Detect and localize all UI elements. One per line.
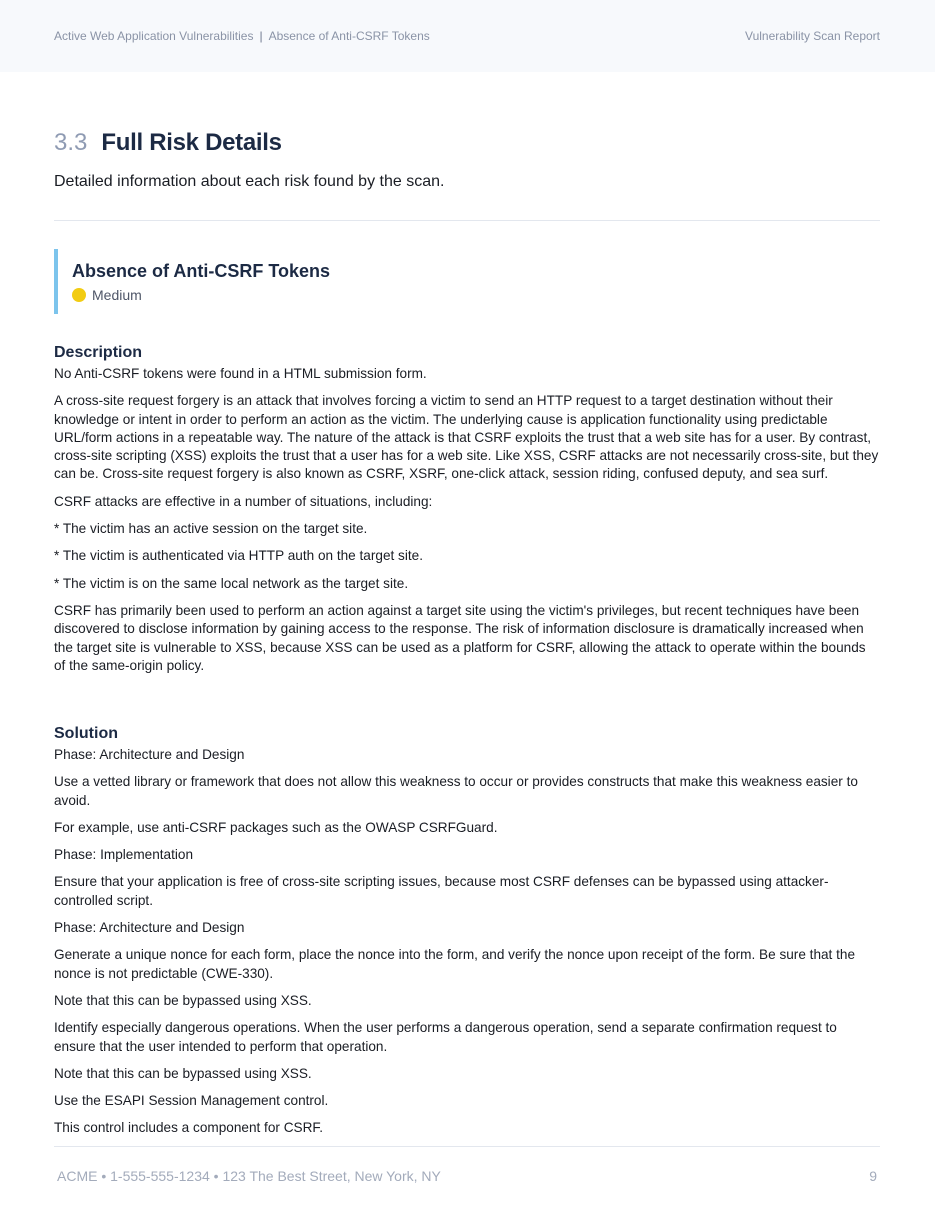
solution-paragraph: Ensure that your application is free of cross-site scripting issues, because most CSRF defenses can be bypassed using attacker-controlled script. [54,874,829,908]
section-description: Detailed information about each risk found by the scan. [54,173,445,190]
header-report-title: Vulnerability Scan Report [745,29,880,43]
footer-contact: ACME • 1-555-555-1234 • 123 The Best Street, New York, NY [57,1168,441,1184]
solution-paragraph: Use a vetted library or framework that does not allow this weakness to occur or provides constructs that make this weakness easier to avoid. [54,774,858,808]
severity-dot-icon [72,288,86,302]
solution-paragraph: For example, use anti-CSRF packages such as the OWASP CSRFGuard. [54,819,498,835]
description-bullet: * The victim has an active session on the target site. [54,521,368,537]
description-block [54,343,880,684]
description-paragraph: CSRF has primarily been used to perform an action against a target site using the victim's privileges, but recent techniques have been discovered to disclose information by gaining access to the response. The risk of information disclosure is dramatically increased when the target site is vulnerable to XSS, because XSS can be used as a platform for CSRF, allowing the attack to operate within the bounds of the same-origin policy. [54,602,866,673]
solution-paragraph: Note that this can be bypassed using XSS. [54,1065,312,1081]
description-bullet: * The victim is authenticated via HTTP auth on the target site. [54,548,423,564]
section-title [54,128,282,158]
severity-label: Medium [92,287,142,303]
solution-heading: Solution [54,725,118,742]
risk-card [54,249,458,314]
solution-paragraph: Phase: Implementation [54,847,194,863]
header-breadcrumb [54,29,430,43]
description-paragraph: No Anti-CSRF tokens were found in a HTML submission form. [54,366,427,381]
solution-paragraph: This control includes a component for CSRF. [54,1120,323,1136]
description-paragraph: A cross-site request forgery is an attack that involves forcing a victim to send an HTTP request to a target destination without their knowledge or intent in order to perform an action as the victim. The underlying cause is application functionality using predictable URL/form actions in a repeatable way. The nature of the attack is that CSRF exploits the trust that a web site has for a user. By contrast, cross-site scripting (XSS) exploits the trust that a user has for a web site. Like XSS, CSRF attacks are not necessarily cross-site, but they can be. Cross-site request forgery is also known as CSRF, XSRF, one-click attack, session riding, confused deputy, and sea surf. [54,393,879,482]
header-category: Active Web Application Vulnerabilities [54,29,254,43]
solution-paragraph: Use the ESAPI Session Management control. [54,1093,329,1109]
risk-title: Absence of Anti-CSRF Tokens [72,261,331,281]
description-paragraph: CSRF attacks are effective in a number of situations, including: [54,493,433,509]
section-divider [54,220,880,221]
section-name: Full Risk Details [101,129,282,156]
solution-paragraph: Generate a unique nonce for each form, place the nonce into the form, and verify the nonce upon receipt of the form. Be sure that the nonce is not predictable (CWE-330). [54,947,856,981]
risk-severity [72,287,142,303]
solution-paragraph: Phase: Architecture and Design [54,920,245,936]
solution-paragraph: Identify especially dangerous operations. When the user performs a dangerous operation, send a separate confirmation request to ensure that the user intended to perform that operation. [54,1020,837,1054]
solution-paragraph: Phase: Architecture and Design [54,747,245,762]
description-bullet: * The victim is on the same local network as the target site. [54,575,409,591]
page-number: 9 [869,1168,877,1184]
solution-paragraph: Note that this can be bypassed using XSS. [54,992,312,1008]
section-number: 3.3 [54,129,88,156]
solution-block [54,724,880,1147]
header-risk-name: Absence of Anti-CSRF Tokens [268,29,430,43]
footer-divider [54,1146,880,1147]
description-heading: Description [54,344,143,361]
header-separator: | [259,29,263,43]
page-header [0,0,935,72]
